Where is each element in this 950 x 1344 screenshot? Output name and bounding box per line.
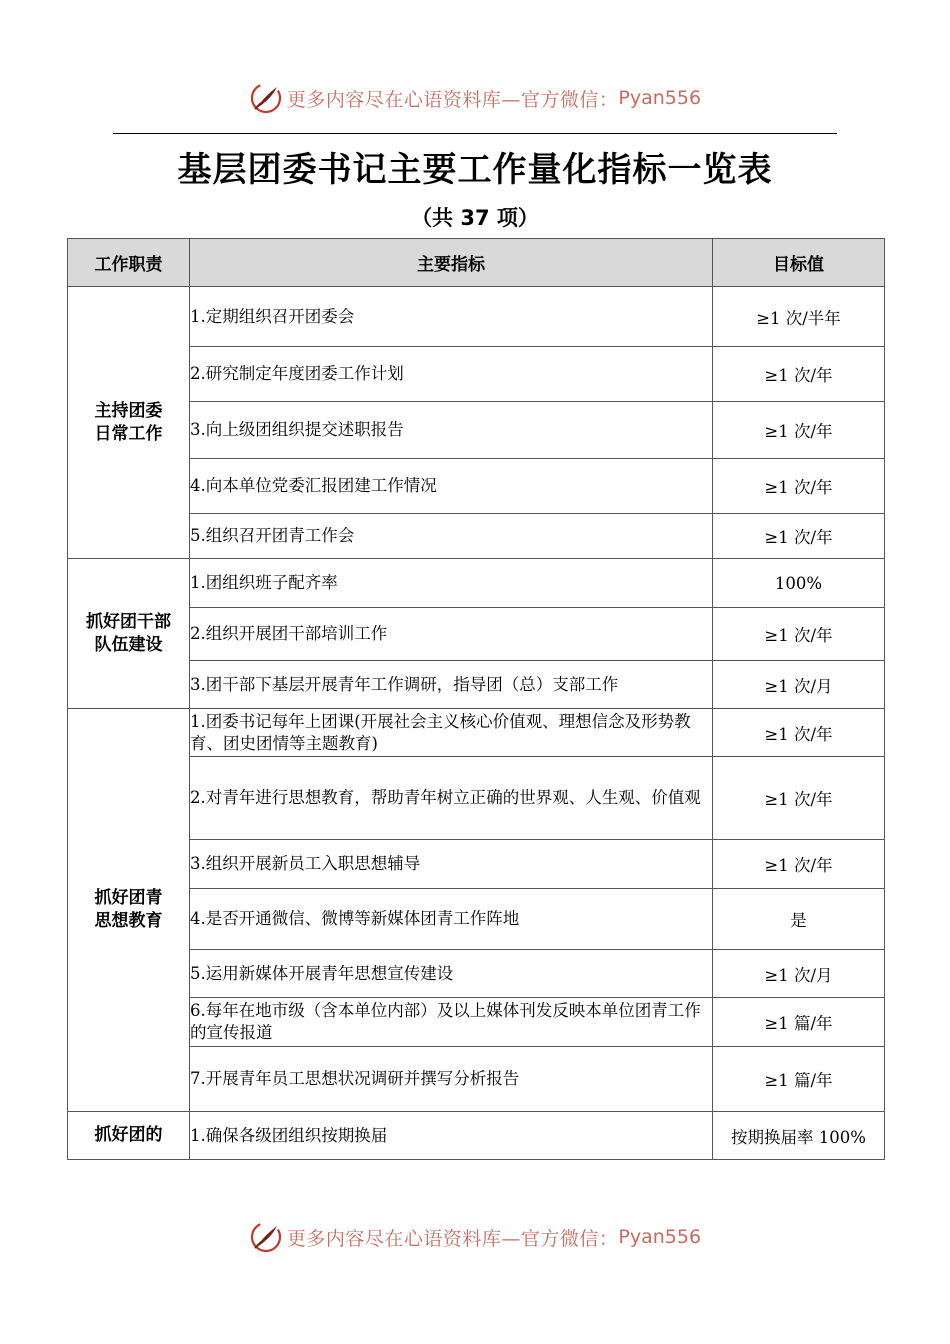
indicator-cell: 1.团组织班子配齐率 [190,559,713,608]
target-cell: ≥1 次/年 [713,608,885,661]
indicator-cell: 2.组织开展团干部培训工作 [190,608,713,661]
target-cell: ≥1 次/年 [713,347,885,402]
indicator-cell: 3.组织开展新员工入职思想辅导 [190,840,713,889]
table-row [68,559,885,608]
indicator-table [67,238,885,1160]
footer-banner [0,1217,950,1257]
target-cell: ≥1 次/年 [713,459,885,514]
indicator-cell: 4.向本单位党委汇报团建工作情况 [190,459,713,514]
target-cell: ≥1 篇/年 [713,1047,885,1112]
indicator-cell: 5.组织召开团青工作会 [190,514,713,559]
indicator-cell: 3.团干部下基层开展青年工作调研，指导团（总）支部工作 [190,661,713,709]
banner-text: 更多内容尽在心语资料库—官方微信： [286,1227,619,1250]
table-row [68,1047,885,1112]
banner-wechat-id: Pyan556 [618,1226,702,1248]
indicator-cell: 6.每年在地市级（含本单位内部）及以上媒体刊发反映本单位团青工作的宣传报道 [190,998,713,1047]
table-row [68,514,885,559]
target-cell: ≥1 次/年 [713,840,885,889]
table-header-row [68,239,885,287]
table-row [68,709,885,757]
header-rule [113,133,837,134]
table-row [68,661,885,709]
target-cell: ≥1 次/半年 [713,287,885,347]
target-cell: 是 [713,889,885,950]
table-row [68,608,885,661]
banner-wechat-id: Pyan556 [618,87,702,109]
header-indicator: 主要指标 [190,239,713,287]
header-target: 目标值 [713,239,885,287]
target-cell: ≥1 次/年 [713,709,885,757]
category-cell: 主持团委 日常工作 [68,287,190,559]
target-cell: ≥1 次/月 [713,661,885,709]
indicator-cell: 1.团委书记每年上团课(开展社会主义核心价值观、理想信念及形势教育、团史团情等主题教育) [190,709,713,757]
table-row [68,840,885,889]
header-responsibility: 工作职责 [68,239,190,287]
banner-text: 更多内容尽在心语资料库—官方微信： [286,88,619,111]
table-row [68,287,885,347]
target-cell: ≥1 篇/年 [713,998,885,1047]
table-row [68,402,885,459]
page-title: 基层团委书记主要工作量化指标一览表 [177,150,773,190]
indicator-cell: 7.开展青年员工思想状况调研并撰写分析报告 [190,1047,713,1112]
category-cell: 抓好团干部 队伍建设 [68,559,190,709]
table-row [68,998,885,1047]
table-row [68,950,885,998]
quill-logo-icon [249,1220,283,1254]
indicator-cell: 5.运用新媒体开展青年思想宣传建设 [190,950,713,998]
category-cell: 抓好团青 思想教育 [68,709,190,1112]
quill-logo-icon [249,81,283,115]
target-cell: 按期换届率 100% [713,1112,885,1160]
table-row [68,459,885,514]
indicator-cell: 3.向上级团组织提交述职报告 [190,402,713,459]
page-subtitle: （共 37 项） [411,206,539,230]
category-cell: 抓好团的 [68,1112,190,1160]
table-row [68,757,885,840]
indicator-cell: 2.研究制定年度团委工作计划 [190,347,713,402]
indicator-cell: 1.确保各级团组织按期换届 [190,1112,713,1160]
header-banner [0,78,950,118]
target-cell: ≥1 次/年 [713,757,885,840]
table-row [68,889,885,950]
indicator-cell: 2.对青年进行思想教育，帮助青年树立正确的世界观、人生观、价值观 [190,757,713,840]
target-cell: ≥1 次/年 [713,514,885,559]
target-cell: 100% [713,559,885,608]
table-row [68,347,885,402]
table-row [68,1112,885,1160]
indicator-cell: 1.定期组织召开团委会 [190,287,713,347]
target-cell: ≥1 次/年 [713,402,885,459]
target-cell: ≥1 次/月 [713,950,885,998]
indicator-cell: 4.是否开通微信、微博等新媒体团青工作阵地 [190,889,713,950]
